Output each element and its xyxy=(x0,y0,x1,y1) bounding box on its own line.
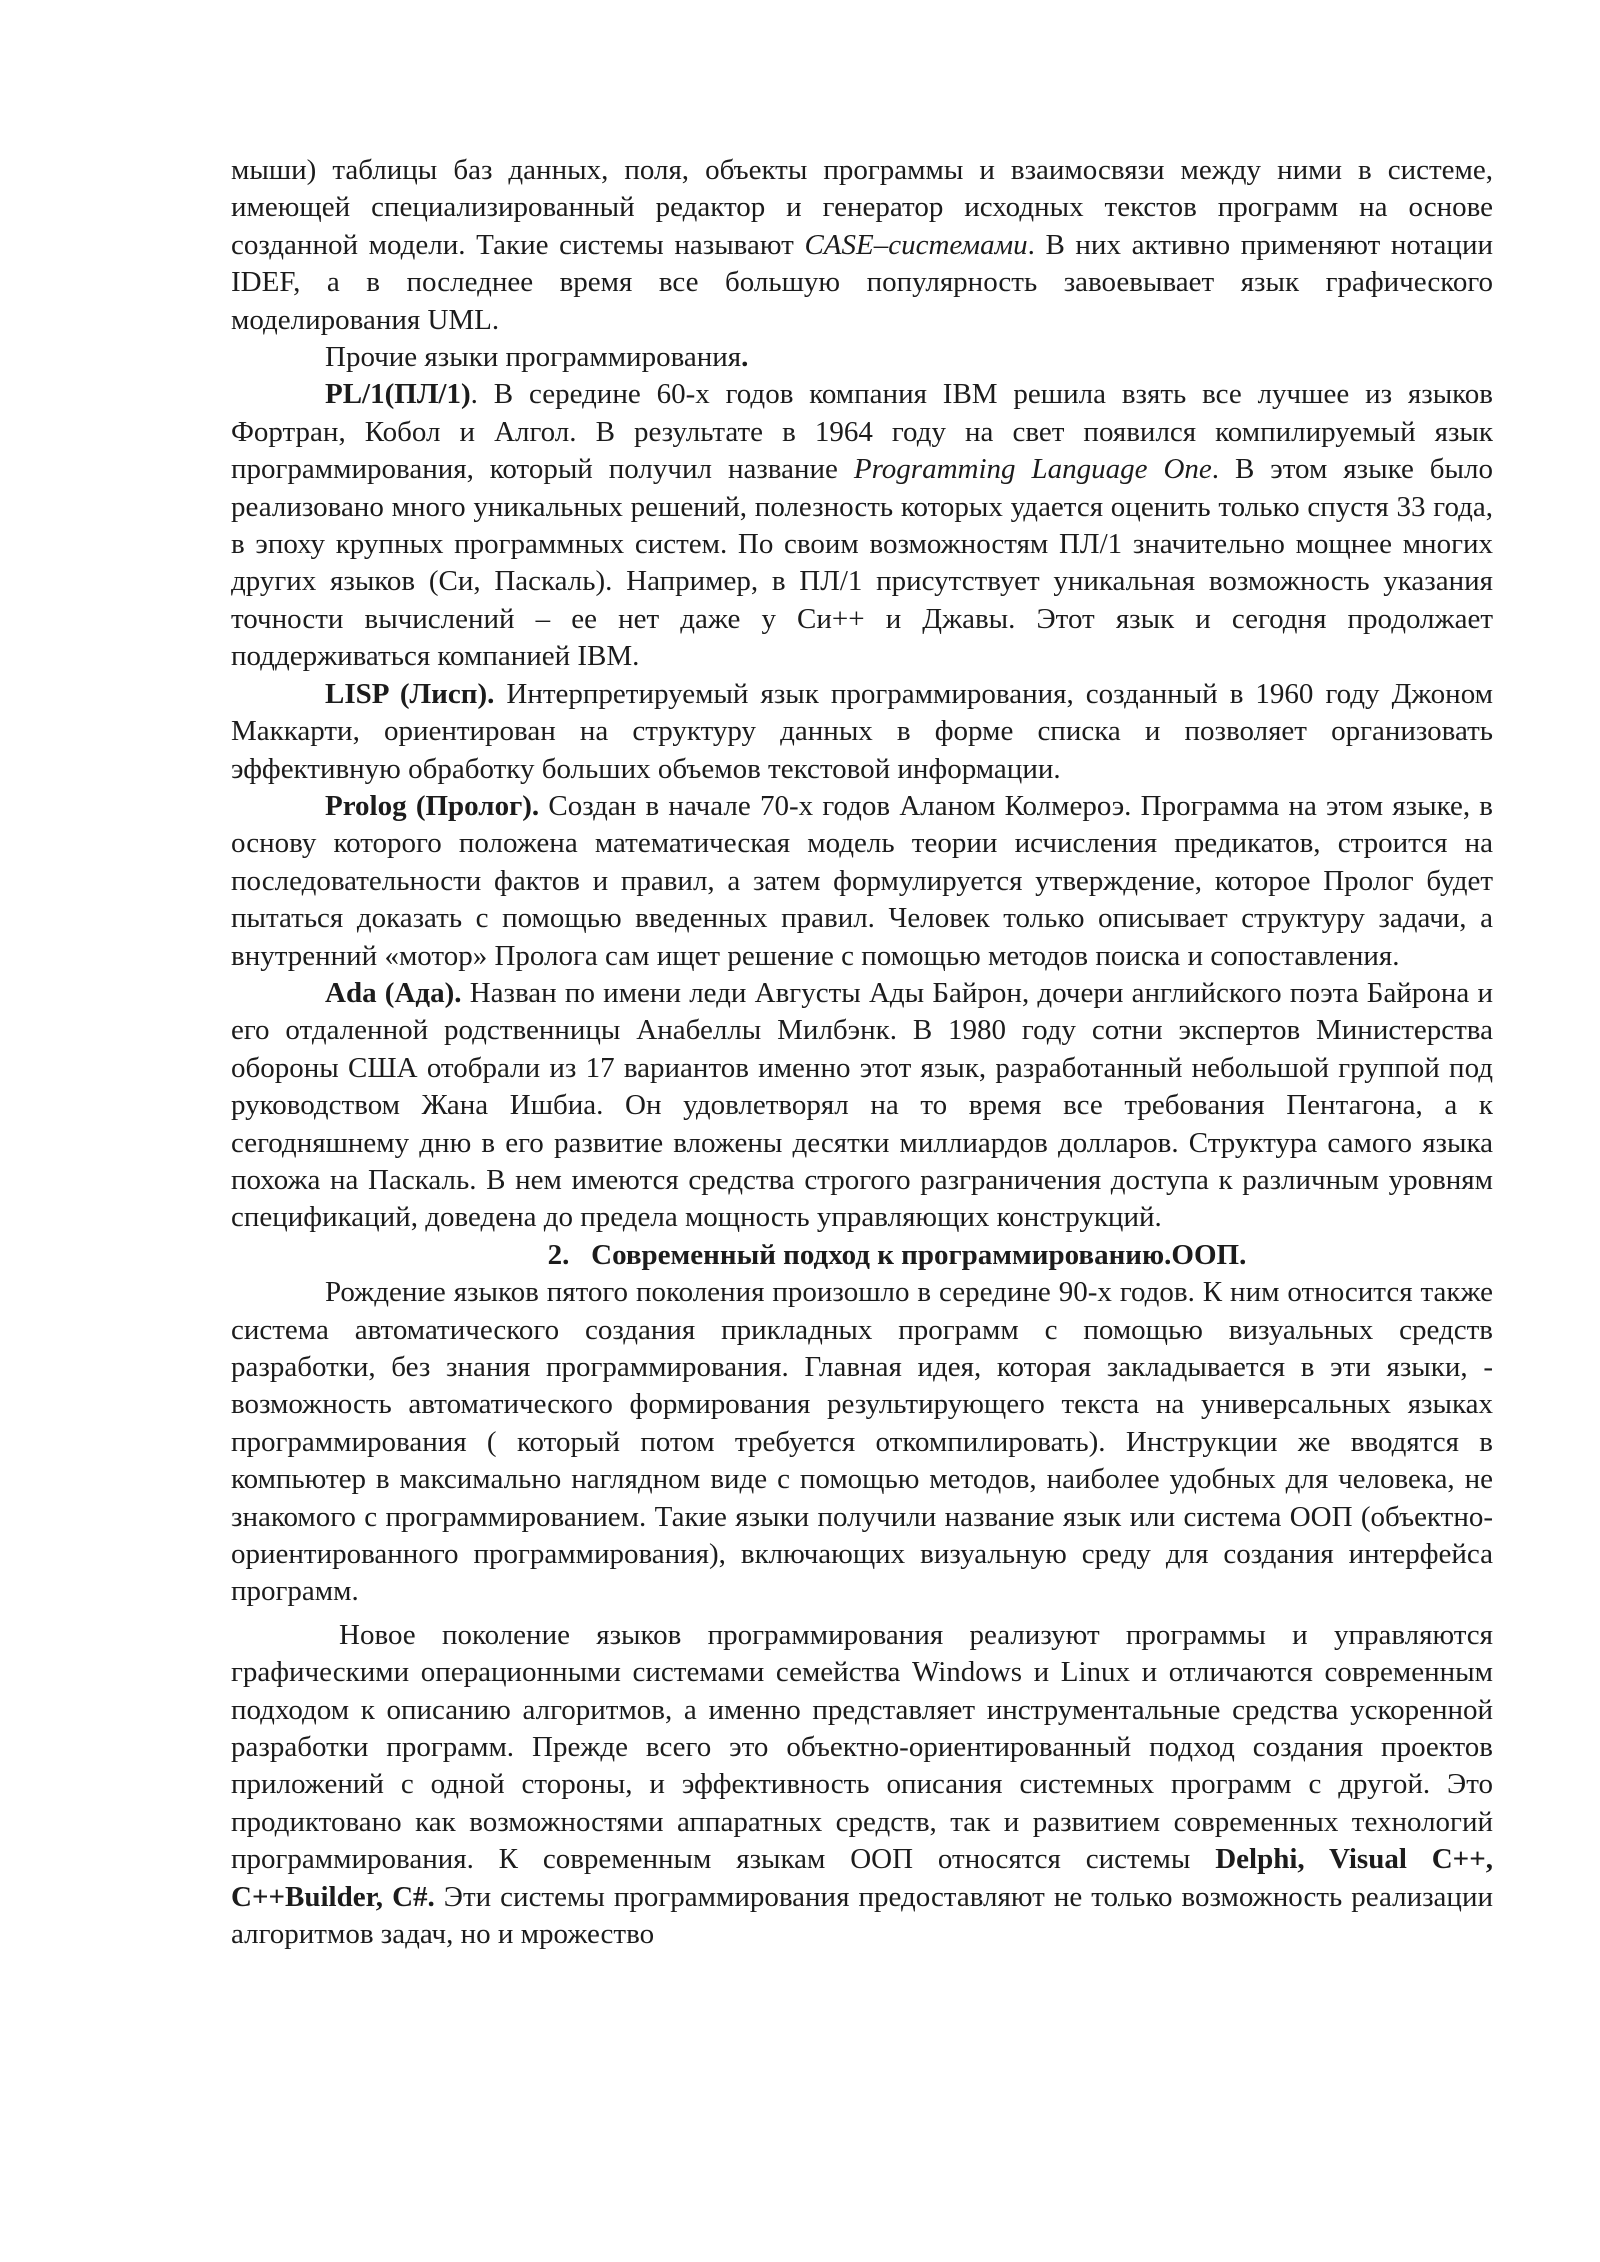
paragraph-new-generation xyxy=(231,1617,1493,1954)
section-heading xyxy=(231,1237,1493,1274)
paragraph-prolog xyxy=(231,788,1493,975)
bold-term: Delphi, Visual C++, C++Builder, C#. xyxy=(231,1843,1493,1913)
paragraph-case-systems xyxy=(231,152,1493,339)
subsection-title-text: Прочие языки программирования xyxy=(325,341,742,374)
bold-term: Prolog (Пролог). xyxy=(325,789,540,822)
bold-term: PL/1(ПЛ/1) xyxy=(325,378,471,411)
paragraph-lisp xyxy=(231,676,1493,788)
bold-term: LISP (Лисп). xyxy=(325,677,495,710)
subsection-title-dot: . xyxy=(741,341,749,374)
paragraph-text: Интерпретируемый язык программирования, созданный в 1960 году Джоном Маккарти, ориентирован на структуру данных в форме списка и позволяет организовать эффективную обработку больших объемов текстовой информации. xyxy=(231,677,1493,785)
paragraph-text: Создан в начале 70-х годов Аланом Колмероэ. Программа на этом языке, в основу которого положена математическая модель теории исчисления предикатов, строится на последовательности фактов и правил, а затем формулируется утверждение, которое Пролог будет пытаться доказать с помощью введенных правил. Человек только описывает структуру задачи, а внутренний «мотор» Пролога сам ищет решение с помощью методов поиска и сопоставления. xyxy=(231,789,1493,972)
bold-term: Ada (Ада). xyxy=(325,976,462,1009)
paragraph-text: . В них активно применяют нотации IDEF, а в последнее время все большую популярность завоевывает язык графического моделирования UML. xyxy=(231,228,1493,336)
paragraph-fifth-generation xyxy=(231,1274,1493,1611)
document-page xyxy=(231,152,1493,1954)
paragraph-text: мыши) таблицы баз данных, поля, объекты программы и взаимосвязи между ними в системе, имеющей специализированный редактор и генератор исходных текстов программ на основе созданной модели. Такие системы называют xyxy=(231,154,1493,261)
subsection-title xyxy=(231,339,1493,376)
italic-term: CASE–системами xyxy=(804,228,1028,261)
paragraph-text: Новое поколение языков программирования реализуют программы и управляются графическими операционными системами семейства Windows и Linux и отличаются современным подходом к описанию алгоритмов, а именно представляет инструментальные средства ускоренной разработки программ. Прежде всего это объектно-ориентированный подход создания проектов приложений с одной стороны, и эффективность описания системных программ с другой. Это продиктовано как возможностями аппаратных средств, так и развитием современных технологий программирования. К современным языкам ООП относятся системы xyxy=(231,1618,1493,1876)
paragraph-ada xyxy=(231,975,1493,1237)
paragraph-text: . В середине 60-х годов компания IBM решила взять все лучшее из языков Фортран, Кобол и Алгол. В результате в 1964 году на свет появился компилируемый язык программирования, который получил название xyxy=(231,378,1493,486)
paragraph-text: Эти системы программирования предоставляют не только возможность реализации алгоритмов задач, но и мрожество xyxy=(231,1880,1493,1951)
paragraph-pl1 xyxy=(231,376,1493,675)
paragraph-text: . В этом языке было реализовано много уникальных решений, полезность которых удается оценить только спустя 33 года, в эпоху крупных программных систем. По своим возможностям ПЛ/1 значительно мощнее многих других языков (Си, Паскаль). Например, в ПЛ/1 присутствует уникальная возможность указания точности вычислений – ее нет даже у Си++ и Джавы. Этот язык и сегодня продолжает поддерживаться компанией IBM. xyxy=(231,453,1493,673)
section-title: Современный подход к программированию.ООП. xyxy=(591,1238,1247,1271)
paragraph-text: Рождение языков пятого поколения произошло в середине 90-х годов. К ним относится также система автоматического создания прикладных программ с помощью визуальных средств разработки, без знания программирования. Главная идея, которая закладывается в эти языки, - возможность автоматического формирования результирующего текста на универсальных языках программирования ( который потом требуется откомпилировать). Инструкции же вводятся в компьютер в максимально наглядном виде с помощью методов, наиболее удобных для человека, не знакомого с программированием. Такие языки получили название язык или система ООП (объектно-ориентированного программирования), включающих визуальную среду для создания интерфейса программ. xyxy=(231,1276,1493,1608)
section-number: 2. xyxy=(547,1238,570,1271)
paragraph-text: Назван по имени леди Августы Ады Байрон, дочери английского поэта Байрона и его отдаленной родственницы Анабеллы Милбэнк. В 1980 году сотни экспертов Министерства обороны США отобрали из 17 вариантов именно этот язык, разработанный небольшой группой под руководством Жана Ишбиа. Он удовлетворял на то время все требования Пентагона, а к сегодняшнему дню в его развитие вложены десятки миллиардов долларов. Структура самого языка похожа на Паскаль. В нем имеются средства строгого разграничения доступа к различным уровням спецификаций, доведена до предела мощность управляющих конструкций. xyxy=(231,976,1493,1234)
italic-term: Programming Language One xyxy=(853,453,1212,486)
